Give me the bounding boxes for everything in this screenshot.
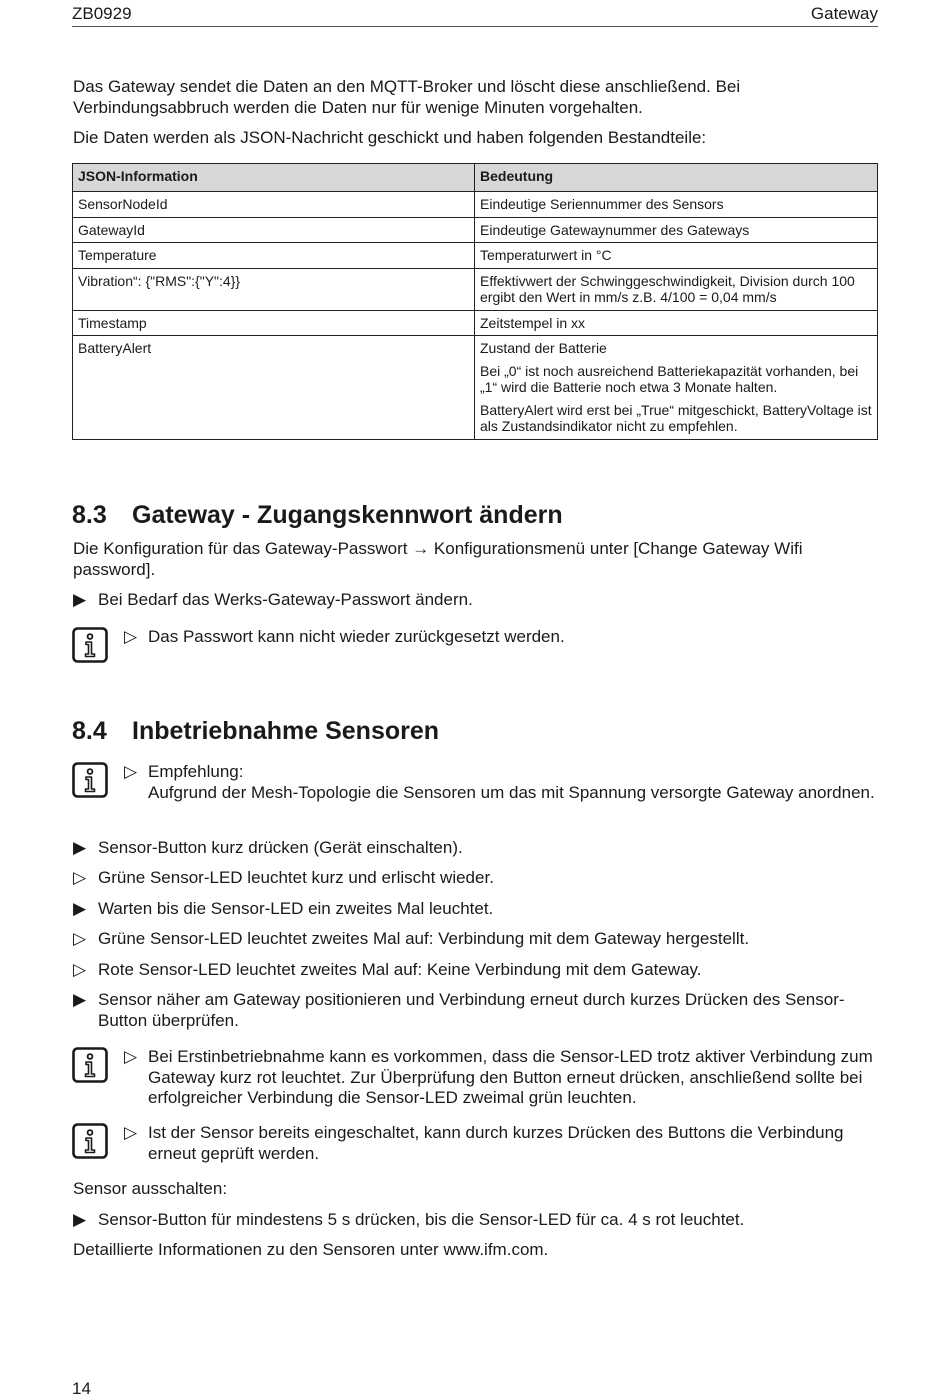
table-cell-value <box>475 336 878 440</box>
info-icon <box>72 762 108 798</box>
recommendation-label: Empfehlung: <box>148 762 244 781</box>
battery-state-text: Zustand der Batterie <box>480 340 607 356</box>
step-text: Warten bis die Sensor-LED ein zweites Mal leuchtet. <box>98 899 494 918</box>
page-number: 14 <box>72 1379 91 1398</box>
action-arrow-icon: ▶ <box>73 1210 87 1229</box>
info-icon <box>72 1123 108 1159</box>
result-arrow-icon: ▷ <box>73 929 87 948</box>
step-text: Grüne Sensor-LED leuchtet zweites Mal auf: Verbindung mit dem Gateway hergestellt. <box>98 929 750 948</box>
table-cell-value: Effektivwert der Schwinggeschwindigkeit, Division durch 100 ergibt den Wert in mm/s z.B. 4/100 = 0,04 mm/s <box>475 268 878 310</box>
table-row <box>73 268 878 310</box>
section-title: Gateway - Zugangskennwort ändern <box>132 501 563 529</box>
result-arrow-icon: ▷ <box>124 1123 138 1142</box>
table-row <box>73 243 878 269</box>
result-arrow-icon: ▷ <box>124 762 138 781</box>
section-heading-8-4 <box>72 716 439 746</box>
battery-explanation: Bei „0“ ist noch ausreichend Batteriekapazität vorhanden, bei „1“ wird die Batterie noch etwa 3 Monate halten. <box>480 362 859 395</box>
table-cell-key: Temperature <box>73 243 475 269</box>
action-arrow-icon: ▶ <box>73 899 87 918</box>
table-cell-key: BatteryAlert <box>73 336 475 440</box>
step-text: Bei Bedarf das Werks-Gateway-Passwort ändern. <box>98 590 473 609</box>
table-header-row <box>73 164 878 192</box>
battery-note: BatteryAlert wird erst bei „True“ mitgeschickt, BatteryVoltage ist als Zustandsindikator nicht zu empfehlen. <box>480 401 872 434</box>
intro-paragraph-2: Die Daten werden als JSON-Nachricht geschickt und haben folgenden Bestandteile: <box>73 128 707 147</box>
table-cell-value: Eindeutige Seriennummer des Sensors <box>475 192 878 218</box>
note-text: Das Passwort kann nicht wieder zurückgesetzt werden. <box>148 627 565 646</box>
action-arrow-icon: ▶ <box>73 990 87 1009</box>
step-text: Sensor-Button kurz drücken (Gerät einschalten). <box>98 838 463 857</box>
result-arrow-icon: ▷ <box>124 1047 138 1066</box>
step-text: Sensor-Button für mindestens 5 s drücken, bis die Sensor-LED für ca. 4 s rot leuchtet. <box>98 1210 745 1229</box>
result-arrow-icon: ▷ <box>124 627 138 646</box>
result-arrow-icon: ▷ <box>73 868 87 887</box>
info-paragraph: Detaillierte Informationen zu den Sensoren unter www.ifm.com. <box>73 1240 549 1259</box>
result-arrow-icon: ▷ <box>73 960 87 979</box>
table-cell-value: Eindeutige Gatewaynummer des Gateways <box>475 217 878 243</box>
intro-paragraph: Das Gateway sendet die Daten an den MQTT-Broker und löscht diese anschließend. Bei Verbindungsabbruch werden die Daten nur für wenige Minuten vorgehalten. <box>73 77 741 117</box>
table-cell-key: Vibration“: {"RMS":{"Y":4}} <box>73 268 475 310</box>
json-table <box>72 163 878 440</box>
section-number: 8.4 <box>72 717 107 745</box>
sensor-off-heading: Sensor ausschalten: <box>73 1179 228 1198</box>
table-cell-key: Timestamp <box>73 310 475 336</box>
table-row <box>73 310 878 336</box>
doc-id: ZB0929 <box>72 4 132 23</box>
section-title: Inbetriebnahme Sensoren <box>132 717 440 745</box>
page-header <box>72 4 878 27</box>
step-text: Grüne Sensor-LED leuchtet kurz und erlischt wieder. <box>98 868 494 887</box>
table-header-json: JSON-Information <box>73 164 475 192</box>
table-row <box>73 217 878 243</box>
note-text <box>148 762 878 803</box>
note-text: Ist der Sensor bereits eingeschaltet, kann durch kurzes Drücken des Buttons die Verbindung erneut geprüft werden. <box>148 1123 844 1163</box>
table-cell-value: Zeitstempel in xx <box>475 310 878 336</box>
table-cell-key: SensorNodeId <box>73 192 475 218</box>
section-number: 8.3 <box>72 501 107 529</box>
action-arrow-icon: ▶ <box>73 838 87 857</box>
table-cell-key: GatewayId <box>73 217 475 243</box>
info-icon <box>72 627 108 663</box>
step-text: Sensor näher am Gateway positionieren und Verbindung erneut durch kurzes Drücken des Sensor-Button überprüfen. <box>98 990 845 1030</box>
table-cell-value: Temperaturwert in °C <box>475 243 878 269</box>
step-text: Rote Sensor-LED leuchtet zweites Mal auf: Keine Verbindung mit dem Gateway. <box>98 960 702 979</box>
table-header-meaning: Bedeutung <box>475 164 878 192</box>
table-row <box>73 336 878 440</box>
config-paragraph: Die Konfiguration für das Gateway-Passwort → Konfigurationsmenü unter [Change Gateway Wifi password]. <box>73 539 803 579</box>
section-heading-8-3 <box>72 500 563 530</box>
recommendation-text: Aufgrund der Mesh-Topologie die Sensoren um das mit Spannung versorgte Gateway anordnen. <box>148 782 875 802</box>
table-row <box>73 192 878 218</box>
action-arrow-icon: ▶ <box>73 590 87 609</box>
info-icon <box>72 1047 108 1083</box>
header-section: Gateway <box>810 4 878 23</box>
note-text: Bei Erstinbetriebnahme kann es vorkommen, dass die Sensor-LED trotz aktiver Verbindung zum Gateway kurz rot leuchtet. Zur Überprüfung den Button erneut drücken, anschließend sollte bei erfolgreicher Verbindung die Sensor-LED zweimal grün leuchten. <box>148 1047 873 1107</box>
